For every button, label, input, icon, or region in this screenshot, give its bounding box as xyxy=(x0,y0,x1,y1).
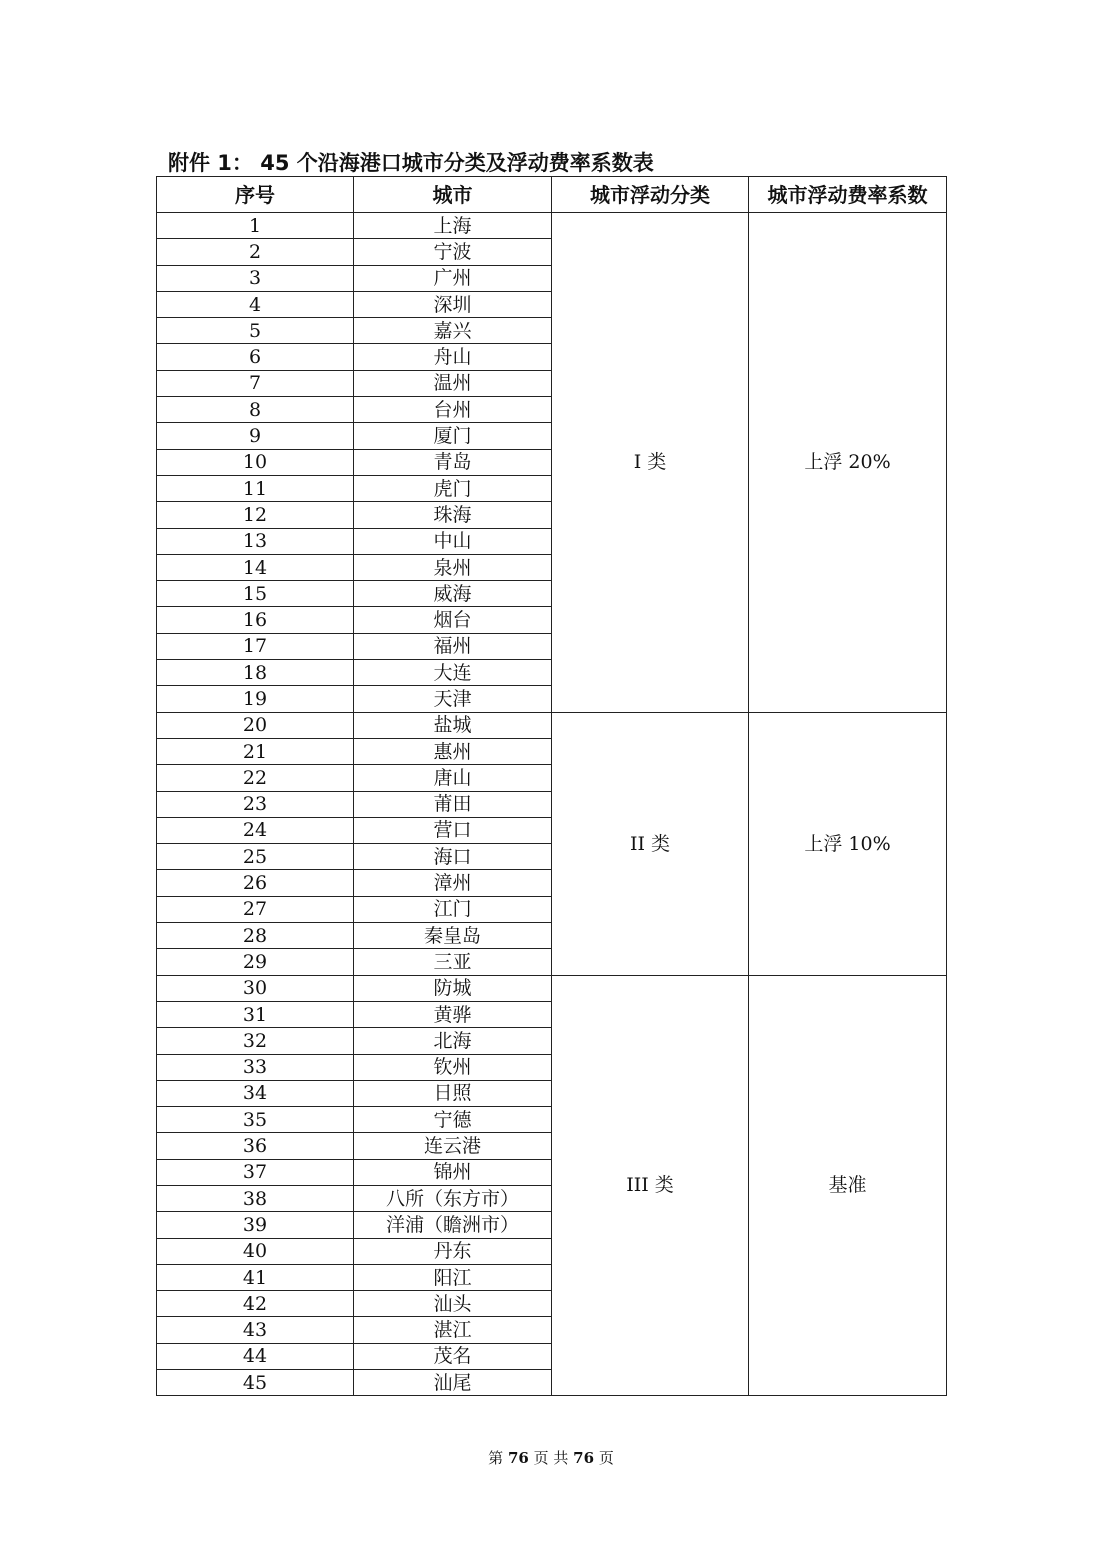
cell-city: 黄骅 xyxy=(354,1001,552,1027)
header-city-category: 城市浮动分类 xyxy=(552,177,749,213)
cell-city: 湛江 xyxy=(354,1317,552,1343)
cell-serial-number: 9 xyxy=(157,423,354,449)
cell-serial-number: 6 xyxy=(157,344,354,370)
cell-serial-number: 20 xyxy=(157,712,354,738)
cell-serial-number: 36 xyxy=(157,1133,354,1159)
footer-current-page: 76 xyxy=(507,1449,529,1467)
cell-serial-number: 25 xyxy=(157,844,354,870)
cell-city: 日照 xyxy=(354,1080,552,1106)
cell-city: 钦州 xyxy=(354,1054,552,1080)
cell-city: 营口 xyxy=(354,817,552,843)
cell-serial-number: 29 xyxy=(157,949,354,975)
cell-city: 台州 xyxy=(354,397,552,423)
header-rate-coefficient: 城市浮动费率系数 xyxy=(749,177,947,213)
table-row xyxy=(157,712,947,738)
cell-city: 锦州 xyxy=(354,1159,552,1185)
cell-serial-number: 37 xyxy=(157,1159,354,1185)
cell-city: 防城 xyxy=(354,975,552,1001)
cell-serial-number: 18 xyxy=(157,660,354,686)
cell-city: 海口 xyxy=(354,844,552,870)
cell-city: 阳江 xyxy=(354,1264,552,1290)
header-city: 城市 xyxy=(354,177,552,213)
cell-serial-number: 11 xyxy=(157,475,354,501)
cell-city: 秦皇岛 xyxy=(354,923,552,949)
cell-serial-number: 3 xyxy=(157,265,354,291)
cell-city: 虎门 xyxy=(354,475,552,501)
table-body xyxy=(157,213,947,1396)
cell-city: 宁波 xyxy=(354,239,552,265)
cell-serial-number: 4 xyxy=(157,291,354,317)
cell-city: 盐城 xyxy=(354,712,552,738)
cell-serial-number: 22 xyxy=(157,765,354,791)
cell-serial-number: 38 xyxy=(157,1185,354,1211)
cell-rate-coefficient: 基准 xyxy=(749,975,947,1396)
city-classification-table xyxy=(156,176,947,1396)
cell-serial-number: 40 xyxy=(157,1238,354,1264)
cell-city: 莆田 xyxy=(354,791,552,817)
table-header-row xyxy=(157,177,947,213)
cell-serial-number: 31 xyxy=(157,1001,354,1027)
table-row xyxy=(157,213,947,239)
cell-city: 汕尾 xyxy=(354,1370,552,1396)
cell-serial-number: 14 xyxy=(157,554,354,580)
cell-city-category: III 类 xyxy=(552,975,749,1396)
cell-rate-coefficient: 上浮 20% xyxy=(749,213,947,713)
cell-city-category: II 类 xyxy=(552,712,749,975)
cell-city-category: I 类 xyxy=(552,213,749,713)
cell-city: 福州 xyxy=(354,633,552,659)
cell-city: 嘉兴 xyxy=(354,318,552,344)
cell-serial-number: 12 xyxy=(157,502,354,528)
cell-serial-number: 2 xyxy=(157,239,354,265)
cell-serial-number: 19 xyxy=(157,686,354,712)
cell-serial-number: 5 xyxy=(157,318,354,344)
cell-serial-number: 10 xyxy=(157,449,354,475)
cell-rate-coefficient: 上浮 10% xyxy=(749,712,947,975)
cell-city: 漳州 xyxy=(354,870,552,896)
cell-serial-number: 30 xyxy=(157,975,354,1001)
cell-serial-number: 33 xyxy=(157,1054,354,1080)
cell-serial-number: 17 xyxy=(157,633,354,659)
cell-city: 八所（东方市） xyxy=(354,1185,552,1211)
cell-city: 宁德 xyxy=(354,1107,552,1133)
cell-serial-number: 32 xyxy=(157,1028,354,1054)
cell-city: 中山 xyxy=(354,528,552,554)
cell-city: 青岛 xyxy=(354,449,552,475)
cell-city: 三亚 xyxy=(354,949,552,975)
cell-city: 北海 xyxy=(354,1028,552,1054)
cell-city: 威海 xyxy=(354,581,552,607)
cell-city: 珠海 xyxy=(354,502,552,528)
document-title: 附件 1： 45 个沿海港口城市分类及浮动费率系数表 xyxy=(168,151,654,175)
cell-serial-number: 44 xyxy=(157,1343,354,1369)
cell-serial-number: 7 xyxy=(157,370,354,396)
cell-city: 上海 xyxy=(354,213,552,239)
cell-serial-number: 15 xyxy=(157,581,354,607)
page-footer xyxy=(0,1448,1102,1468)
cell-serial-number: 39 xyxy=(157,1212,354,1238)
cell-serial-number: 8 xyxy=(157,397,354,423)
cell-city: 江门 xyxy=(354,896,552,922)
cell-serial-number: 26 xyxy=(157,870,354,896)
footer-total-pages: 76 xyxy=(573,1449,595,1467)
cell-city: 汕头 xyxy=(354,1291,552,1317)
cell-city: 洋浦（瞻洲市） xyxy=(354,1212,552,1238)
cell-city: 连云港 xyxy=(354,1133,552,1159)
cell-serial-number: 45 xyxy=(157,1370,354,1396)
cell-city: 广州 xyxy=(354,265,552,291)
cell-city: 舟山 xyxy=(354,344,552,370)
table-row xyxy=(157,975,947,1001)
cell-city: 天津 xyxy=(354,686,552,712)
cell-serial-number: 13 xyxy=(157,528,354,554)
footer-middle: 页 共 xyxy=(533,1449,569,1467)
cell-city: 惠州 xyxy=(354,738,552,764)
cell-serial-number: 41 xyxy=(157,1264,354,1290)
cell-city: 唐山 xyxy=(354,765,552,791)
cell-serial-number: 42 xyxy=(157,1291,354,1317)
cell-city: 烟台 xyxy=(354,607,552,633)
cell-serial-number: 27 xyxy=(157,896,354,922)
cell-city: 大连 xyxy=(354,660,552,686)
cell-serial-number: 43 xyxy=(157,1317,354,1343)
cell-serial-number: 34 xyxy=(157,1080,354,1106)
cell-city: 茂名 xyxy=(354,1343,552,1369)
footer-suffix: 页 xyxy=(598,1449,614,1467)
cell-serial-number: 28 xyxy=(157,923,354,949)
header-serial-number: 序号 xyxy=(157,177,354,213)
footer-prefix: 第 xyxy=(488,1449,504,1467)
cell-city: 厦门 xyxy=(354,423,552,449)
cell-city: 泉州 xyxy=(354,554,552,580)
cell-city: 深圳 xyxy=(354,291,552,317)
cell-serial-number: 24 xyxy=(157,817,354,843)
cell-serial-number: 16 xyxy=(157,607,354,633)
cell-city: 丹东 xyxy=(354,1238,552,1264)
cell-serial-number: 1 xyxy=(157,213,354,239)
cell-serial-number: 21 xyxy=(157,738,354,764)
cell-serial-number: 23 xyxy=(157,791,354,817)
cell-city: 温州 xyxy=(354,370,552,396)
cell-serial-number: 35 xyxy=(157,1107,354,1133)
